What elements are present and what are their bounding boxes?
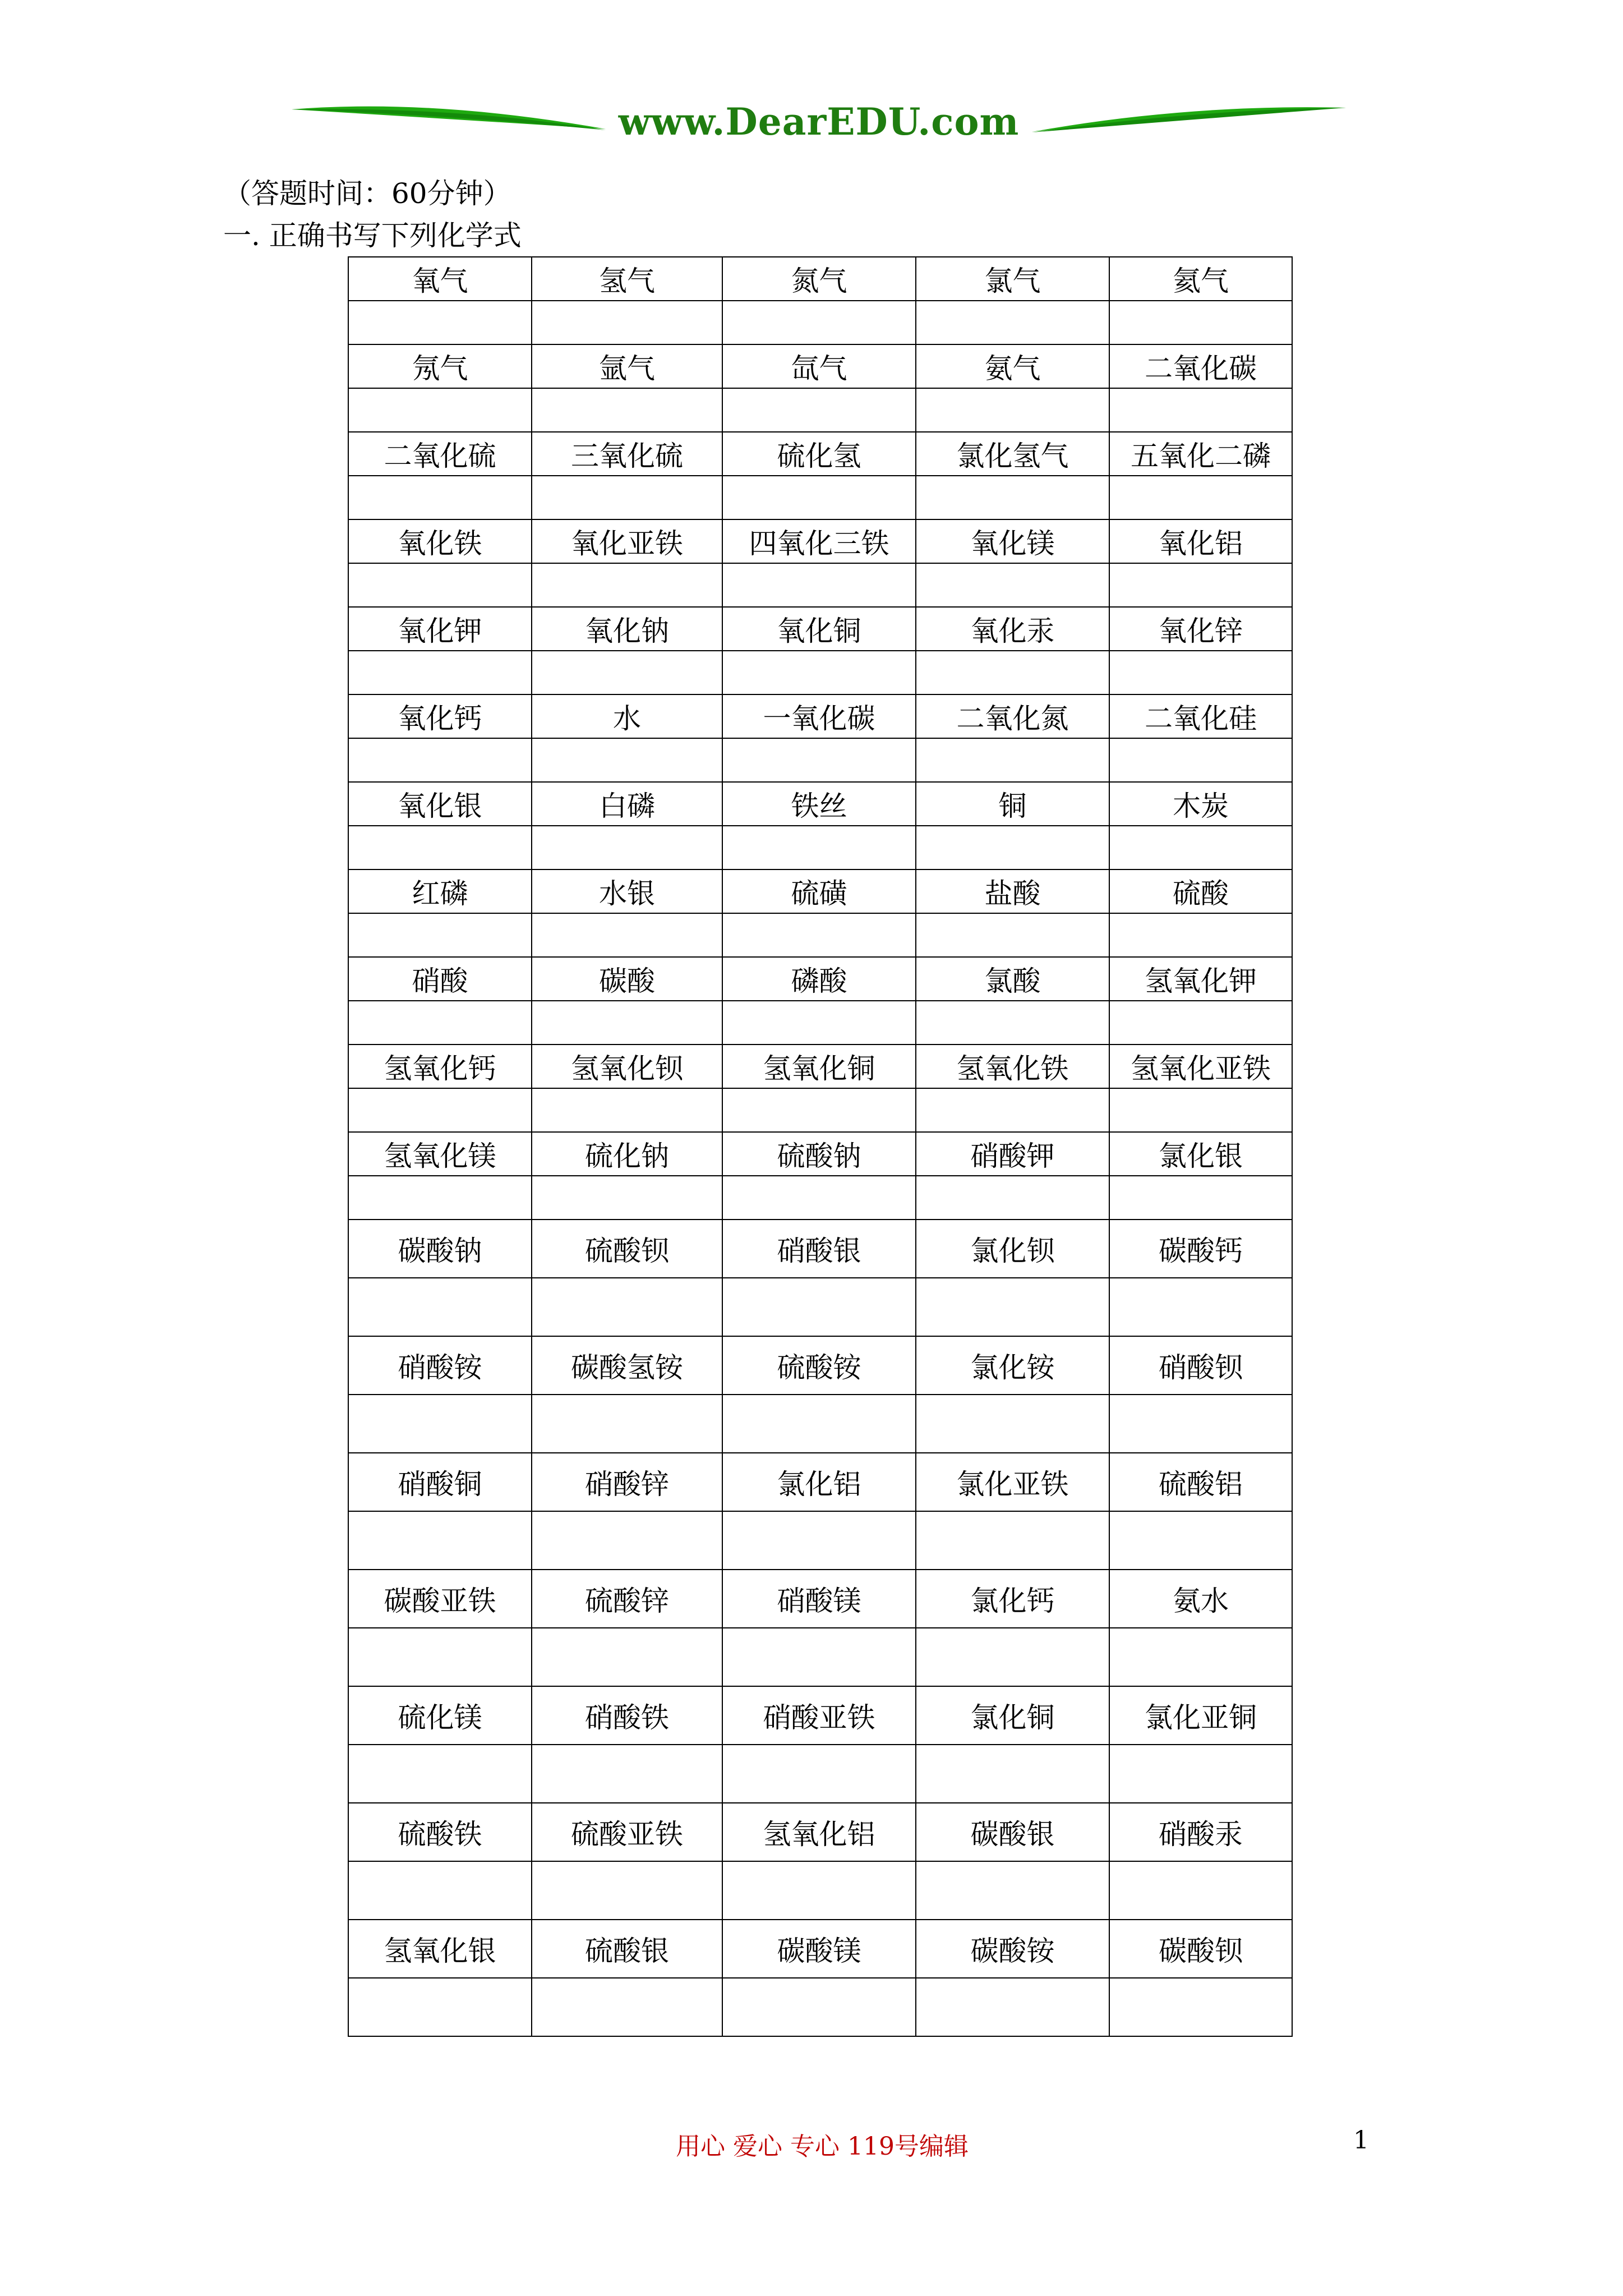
compound-name-cell: 氧化汞 bbox=[916, 607, 1109, 651]
compound-name-row bbox=[348, 519, 1292, 563]
answer-cell[interactable] bbox=[722, 301, 916, 344]
answer-cell[interactable] bbox=[722, 651, 916, 694]
answer-row bbox=[348, 563, 1292, 607]
compound-name-cell: 氧化钾 bbox=[348, 607, 532, 651]
answer-cell[interactable] bbox=[532, 388, 722, 432]
answer-cell[interactable] bbox=[348, 563, 532, 607]
answer-cell[interactable] bbox=[916, 563, 1109, 607]
site-title: www.DearEDU.com bbox=[618, 100, 1020, 144]
answer-row bbox=[348, 826, 1292, 869]
compound-name-row bbox=[348, 1220, 1292, 1278]
answer-cell[interactable] bbox=[1109, 1745, 1292, 1803]
answer-cell[interactable] bbox=[916, 1745, 1109, 1803]
compound-name-cell: 氨气 bbox=[916, 344, 1109, 388]
answer-cell[interactable] bbox=[532, 913, 722, 957]
answer-cell[interactable] bbox=[532, 1176, 722, 1220]
compound-name-cell: 氯化铵 bbox=[916, 1336, 1109, 1395]
answer-cell[interactable] bbox=[916, 651, 1109, 694]
compound-name-cell: 二氧化碳 bbox=[1109, 344, 1292, 388]
compound-name-cell: 铁丝 bbox=[722, 782, 916, 826]
compound-name-cell: 氯化铜 bbox=[916, 1686, 1109, 1745]
compound-name-cell: 氩气 bbox=[532, 344, 722, 388]
answer-row bbox=[348, 301, 1292, 344]
compound-name-row bbox=[348, 1453, 1292, 1511]
compound-name-row bbox=[348, 782, 1292, 826]
compound-name-cell: 硝酸铁 bbox=[532, 1686, 722, 1745]
answer-cell[interactable] bbox=[916, 1511, 1109, 1570]
compound-name-cell: 二氧化硅 bbox=[1109, 694, 1292, 738]
answer-cell[interactable] bbox=[348, 388, 532, 432]
answer-cell[interactable] bbox=[722, 1278, 916, 1336]
compound-name-cell: 氧化锌 bbox=[1109, 607, 1292, 651]
answer-row bbox=[348, 1395, 1292, 1453]
compound-name-cell: 碳酸亚铁 bbox=[348, 1570, 532, 1628]
answer-cell[interactable] bbox=[532, 1511, 722, 1570]
answer-row bbox=[348, 651, 1292, 694]
answer-cell[interactable] bbox=[532, 301, 722, 344]
compound-name-cell: 硫化镁 bbox=[348, 1686, 532, 1745]
answer-row bbox=[348, 1278, 1292, 1336]
compound-name-cell: 氢氧化铁 bbox=[916, 1045, 1109, 1088]
compound-name-cell: 氯气 bbox=[916, 257, 1109, 301]
compound-name-row bbox=[348, 1132, 1292, 1176]
compound-name-cell: 氧化钠 bbox=[532, 607, 722, 651]
compound-name-row bbox=[348, 1045, 1292, 1088]
answer-cell[interactable] bbox=[916, 826, 1109, 869]
answer-row bbox=[348, 476, 1292, 519]
compound-name-cell: 氯化铝 bbox=[722, 1453, 916, 1511]
answer-cell[interactable] bbox=[348, 1511, 532, 1570]
compound-name-row bbox=[348, 1686, 1292, 1745]
compound-name-cell: 氙气 bbox=[722, 344, 916, 388]
answer-cell[interactable] bbox=[1109, 1395, 1292, 1453]
compound-name-cell: 氯酸 bbox=[916, 957, 1109, 1001]
compound-name-cell: 氮气 bbox=[722, 257, 916, 301]
answer-cell[interactable] bbox=[722, 1511, 916, 1570]
compound-name-cell: 硫酸钠 bbox=[722, 1132, 916, 1176]
answer-cell[interactable] bbox=[1109, 1278, 1292, 1336]
compound-name-cell: 氧化镁 bbox=[916, 519, 1109, 563]
compound-name-cell: 红磷 bbox=[348, 869, 532, 913]
compound-name-cell: 氢氧化亚铁 bbox=[1109, 1045, 1292, 1088]
answer-cell[interactable] bbox=[348, 1278, 532, 1336]
compound-name-cell: 硫酸亚铁 bbox=[532, 1803, 722, 1861]
compound-name-cell: 氯化银 bbox=[1109, 1132, 1292, 1176]
answer-cell[interactable] bbox=[348, 301, 532, 344]
compound-name-cell: 氧化亚铁 bbox=[532, 519, 722, 563]
answer-cell[interactable] bbox=[722, 563, 916, 607]
compound-name-cell: 硝酸镁 bbox=[722, 1570, 916, 1628]
compound-name-cell: 碳酸镁 bbox=[722, 1920, 916, 1978]
compound-name-cell: 氢气 bbox=[532, 257, 722, 301]
answer-row bbox=[348, 1861, 1292, 1920]
compound-name-cell: 硫酸 bbox=[1109, 869, 1292, 913]
answer-cell[interactable] bbox=[348, 1088, 532, 1132]
compound-name-cell: 硝酸铜 bbox=[348, 1453, 532, 1511]
section-title: 一. 正确书写下列化学式 bbox=[223, 219, 522, 252]
compound-name-cell: 硫磺 bbox=[722, 869, 916, 913]
compound-name-row bbox=[348, 1803, 1292, 1861]
compound-name-cell: 氢氧化铝 bbox=[722, 1803, 916, 1861]
footer-note: 用心 爱心 专心 119号编辑 bbox=[676, 2132, 969, 2161]
answer-cell[interactable] bbox=[1109, 738, 1292, 782]
answer-cell[interactable] bbox=[722, 1395, 916, 1453]
compound-name-cell: 氯化亚铁 bbox=[916, 1453, 1109, 1511]
answer-cell[interactable] bbox=[532, 1088, 722, 1132]
answer-cell[interactable] bbox=[348, 1176, 532, 1220]
compound-name-row bbox=[348, 957, 1292, 1001]
answer-cell[interactable] bbox=[916, 1176, 1109, 1220]
answer-cell[interactable] bbox=[532, 1395, 722, 1453]
compound-name-cell: 氯化钙 bbox=[916, 1570, 1109, 1628]
answer-cell[interactable] bbox=[348, 1978, 532, 2036]
compound-name-cell: 硝酸钡 bbox=[1109, 1336, 1292, 1395]
header-banner bbox=[292, 95, 1346, 151]
answer-cell[interactable] bbox=[916, 1001, 1109, 1045]
answer-row bbox=[348, 1176, 1292, 1220]
compound-name-cell: 碳酸银 bbox=[916, 1803, 1109, 1861]
answer-cell[interactable] bbox=[348, 476, 532, 519]
compound-name-cell: 氖气 bbox=[348, 344, 532, 388]
compound-name-cell: 二氧化氮 bbox=[916, 694, 1109, 738]
compound-name-cell: 木炭 bbox=[1109, 782, 1292, 826]
answer-cell[interactable] bbox=[1109, 476, 1292, 519]
compound-name-row bbox=[348, 257, 1292, 301]
answer-cell[interactable] bbox=[348, 1745, 532, 1803]
compound-name-cell: 碳酸铵 bbox=[916, 1920, 1109, 1978]
compound-name-cell: 氢氧化镁 bbox=[348, 1132, 532, 1176]
compound-name-cell: 氧气 bbox=[348, 257, 532, 301]
answer-cell[interactable] bbox=[348, 1861, 532, 1920]
compound-name-cell: 四氧化三铁 bbox=[722, 519, 916, 563]
answer-row bbox=[348, 913, 1292, 957]
answer-cell[interactable] bbox=[348, 738, 532, 782]
compound-name-cell: 碳酸 bbox=[532, 957, 722, 1001]
answer-cell[interactable] bbox=[348, 826, 532, 869]
answer-cell[interactable] bbox=[1109, 1088, 1292, 1132]
compound-name-cell: 氢氧化钙 bbox=[348, 1045, 532, 1088]
compound-name-cell: 硝酸银 bbox=[722, 1220, 916, 1278]
answer-cell[interactable] bbox=[532, 476, 722, 519]
answer-cell[interactable] bbox=[916, 388, 1109, 432]
compound-name-row bbox=[348, 1570, 1292, 1628]
answer-cell[interactable] bbox=[916, 1088, 1109, 1132]
answer-row bbox=[348, 1978, 1292, 2036]
answer-cell[interactable] bbox=[348, 1628, 532, 1686]
compound-name-cell: 氧化钙 bbox=[348, 694, 532, 738]
compound-name-row bbox=[348, 694, 1292, 738]
answer-row bbox=[348, 1088, 1292, 1132]
compound-name-cell: 二氧化硫 bbox=[348, 432, 532, 476]
compound-name-cell: 碳酸钠 bbox=[348, 1220, 532, 1278]
answer-cell[interactable] bbox=[532, 1745, 722, 1803]
compound-name-cell: 白磷 bbox=[532, 782, 722, 826]
answer-cell[interactable] bbox=[532, 563, 722, 607]
answer-cell[interactable] bbox=[722, 913, 916, 957]
answer-cell[interactable] bbox=[916, 1395, 1109, 1453]
answer-cell[interactable] bbox=[916, 301, 1109, 344]
answer-cell[interactable] bbox=[722, 1088, 916, 1132]
answer-cell[interactable] bbox=[722, 826, 916, 869]
compound-name-row bbox=[348, 1920, 1292, 1978]
answer-cell[interactable] bbox=[916, 476, 1109, 519]
compound-name-cell: 五氧化二磷 bbox=[1109, 432, 1292, 476]
answer-cell[interactable] bbox=[722, 738, 916, 782]
answer-cell[interactable] bbox=[348, 1001, 532, 1045]
compound-name-cell: 氧化铜 bbox=[722, 607, 916, 651]
compound-name-cell: 三氧化硫 bbox=[532, 432, 722, 476]
answer-cell[interactable] bbox=[722, 476, 916, 519]
answer-cell[interactable] bbox=[1109, 651, 1292, 694]
time-note: （答题时间：60分钟） bbox=[223, 177, 511, 210]
compound-name-cell: 硝酸锌 bbox=[532, 1453, 722, 1511]
answer-cell[interactable] bbox=[1109, 388, 1292, 432]
answer-cell[interactable] bbox=[916, 913, 1109, 957]
answer-cell[interactable] bbox=[722, 1978, 916, 2036]
answer-cell[interactable] bbox=[916, 1278, 1109, 1336]
compound-name-cell: 硫化钠 bbox=[532, 1132, 722, 1176]
answer-cell[interactable] bbox=[1109, 1001, 1292, 1045]
answer-cell[interactable] bbox=[1109, 913, 1292, 957]
answer-row bbox=[348, 1001, 1292, 1045]
answer-cell[interactable] bbox=[532, 738, 722, 782]
compound-name-cell: 盐酸 bbox=[916, 869, 1109, 913]
compound-name-cell: 硝酸钾 bbox=[916, 1132, 1109, 1176]
answer-cell[interactable] bbox=[532, 1861, 722, 1920]
compound-name-cell: 硝酸 bbox=[348, 957, 532, 1001]
compound-name-cell: 硫酸铝 bbox=[1109, 1453, 1292, 1511]
answer-cell[interactable] bbox=[1109, 301, 1292, 344]
compound-name-cell: 碳酸氢铵 bbox=[532, 1336, 722, 1395]
compound-name-cell: 硫酸锌 bbox=[532, 1570, 722, 1628]
compound-name-cell: 氢氧化银 bbox=[348, 1920, 532, 1978]
answer-cell[interactable] bbox=[916, 1628, 1109, 1686]
compound-name-cell: 水 bbox=[532, 694, 722, 738]
answer-row bbox=[348, 738, 1292, 782]
compound-name-cell: 硝酸汞 bbox=[1109, 1803, 1292, 1861]
answer-cell[interactable] bbox=[532, 651, 722, 694]
compound-name-row bbox=[348, 607, 1292, 651]
compound-name-cell: 硫酸铁 bbox=[348, 1803, 532, 1861]
compound-name-cell: 碳酸钡 bbox=[1109, 1920, 1292, 1978]
compound-name-cell: 硫酸银 bbox=[532, 1920, 722, 1978]
compound-name-cell: 铜 bbox=[916, 782, 1109, 826]
answer-row bbox=[348, 1511, 1292, 1570]
answer-cell[interactable] bbox=[722, 1745, 916, 1803]
compound-name-cell: 氢氧化钡 bbox=[532, 1045, 722, 1088]
answer-cell[interactable] bbox=[1109, 826, 1292, 869]
compound-name-cell: 硫酸铵 bbox=[722, 1336, 916, 1395]
page-number: 1 bbox=[1353, 2126, 1369, 2155]
answer-cell[interactable] bbox=[722, 1861, 916, 1920]
answer-cell[interactable] bbox=[348, 913, 532, 957]
compound-name-cell: 氯化亚铜 bbox=[1109, 1686, 1292, 1745]
compound-name-cell: 氯化钡 bbox=[916, 1220, 1109, 1278]
answer-cell[interactable] bbox=[532, 1001, 722, 1045]
compound-name-cell: 一氧化碳 bbox=[722, 694, 916, 738]
answer-row bbox=[348, 1745, 1292, 1803]
answer-cell[interactable] bbox=[916, 1861, 1109, 1920]
answer-cell[interactable] bbox=[1109, 1176, 1292, 1220]
compound-name-row bbox=[348, 344, 1292, 388]
compound-name-row bbox=[348, 432, 1292, 476]
compound-name-cell: 氦气 bbox=[1109, 257, 1292, 301]
compound-name-cell: 氢氧化铜 bbox=[722, 1045, 916, 1088]
answer-cell[interactable] bbox=[722, 388, 916, 432]
answer-cell[interactable] bbox=[722, 1001, 916, 1045]
compound-name-cell: 氧化银 bbox=[348, 782, 532, 826]
answer-cell[interactable] bbox=[1109, 1511, 1292, 1570]
answer-cell[interactable] bbox=[532, 1628, 722, 1686]
compound-name-cell: 水银 bbox=[532, 869, 722, 913]
compound-name-cell: 氯化氢气 bbox=[916, 432, 1109, 476]
answer-cell[interactable] bbox=[1109, 1861, 1292, 1920]
compound-name-row bbox=[348, 1336, 1292, 1395]
compound-name-cell: 氧化铝 bbox=[1109, 519, 1292, 563]
answer-cell[interactable] bbox=[348, 1395, 532, 1453]
compound-name-cell: 硝酸铵 bbox=[348, 1336, 532, 1395]
answer-row bbox=[348, 1628, 1292, 1686]
formula-table bbox=[348, 256, 1293, 2037]
compound-name-cell: 氨水 bbox=[1109, 1570, 1292, 1628]
answer-cell[interactable] bbox=[1109, 1978, 1292, 2036]
compound-name-cell: 氧化铁 bbox=[348, 519, 532, 563]
compound-name-cell: 硝酸亚铁 bbox=[722, 1686, 916, 1745]
answer-row bbox=[348, 388, 1292, 432]
answer-cell[interactable] bbox=[916, 1978, 1109, 2036]
answer-cell[interactable] bbox=[1109, 1628, 1292, 1686]
answer-cell[interactable] bbox=[916, 738, 1109, 782]
answer-cell[interactable] bbox=[532, 826, 722, 869]
answer-cell[interactable] bbox=[722, 1628, 916, 1686]
compound-name-cell: 氢氧化钾 bbox=[1109, 957, 1292, 1001]
answer-cell[interactable] bbox=[1109, 563, 1292, 607]
answer-cell[interactable] bbox=[722, 1176, 916, 1220]
answer-cell[interactable] bbox=[532, 1978, 722, 2036]
compound-name-row bbox=[348, 869, 1292, 913]
answer-cell[interactable] bbox=[532, 1278, 722, 1336]
compound-name-cell: 磷酸 bbox=[722, 957, 916, 1001]
compound-name-cell: 硫化氢 bbox=[722, 432, 916, 476]
compound-name-cell: 硫酸钡 bbox=[532, 1220, 722, 1278]
compound-name-cell: 碳酸钙 bbox=[1109, 1220, 1292, 1278]
answer-cell[interactable] bbox=[348, 651, 532, 694]
